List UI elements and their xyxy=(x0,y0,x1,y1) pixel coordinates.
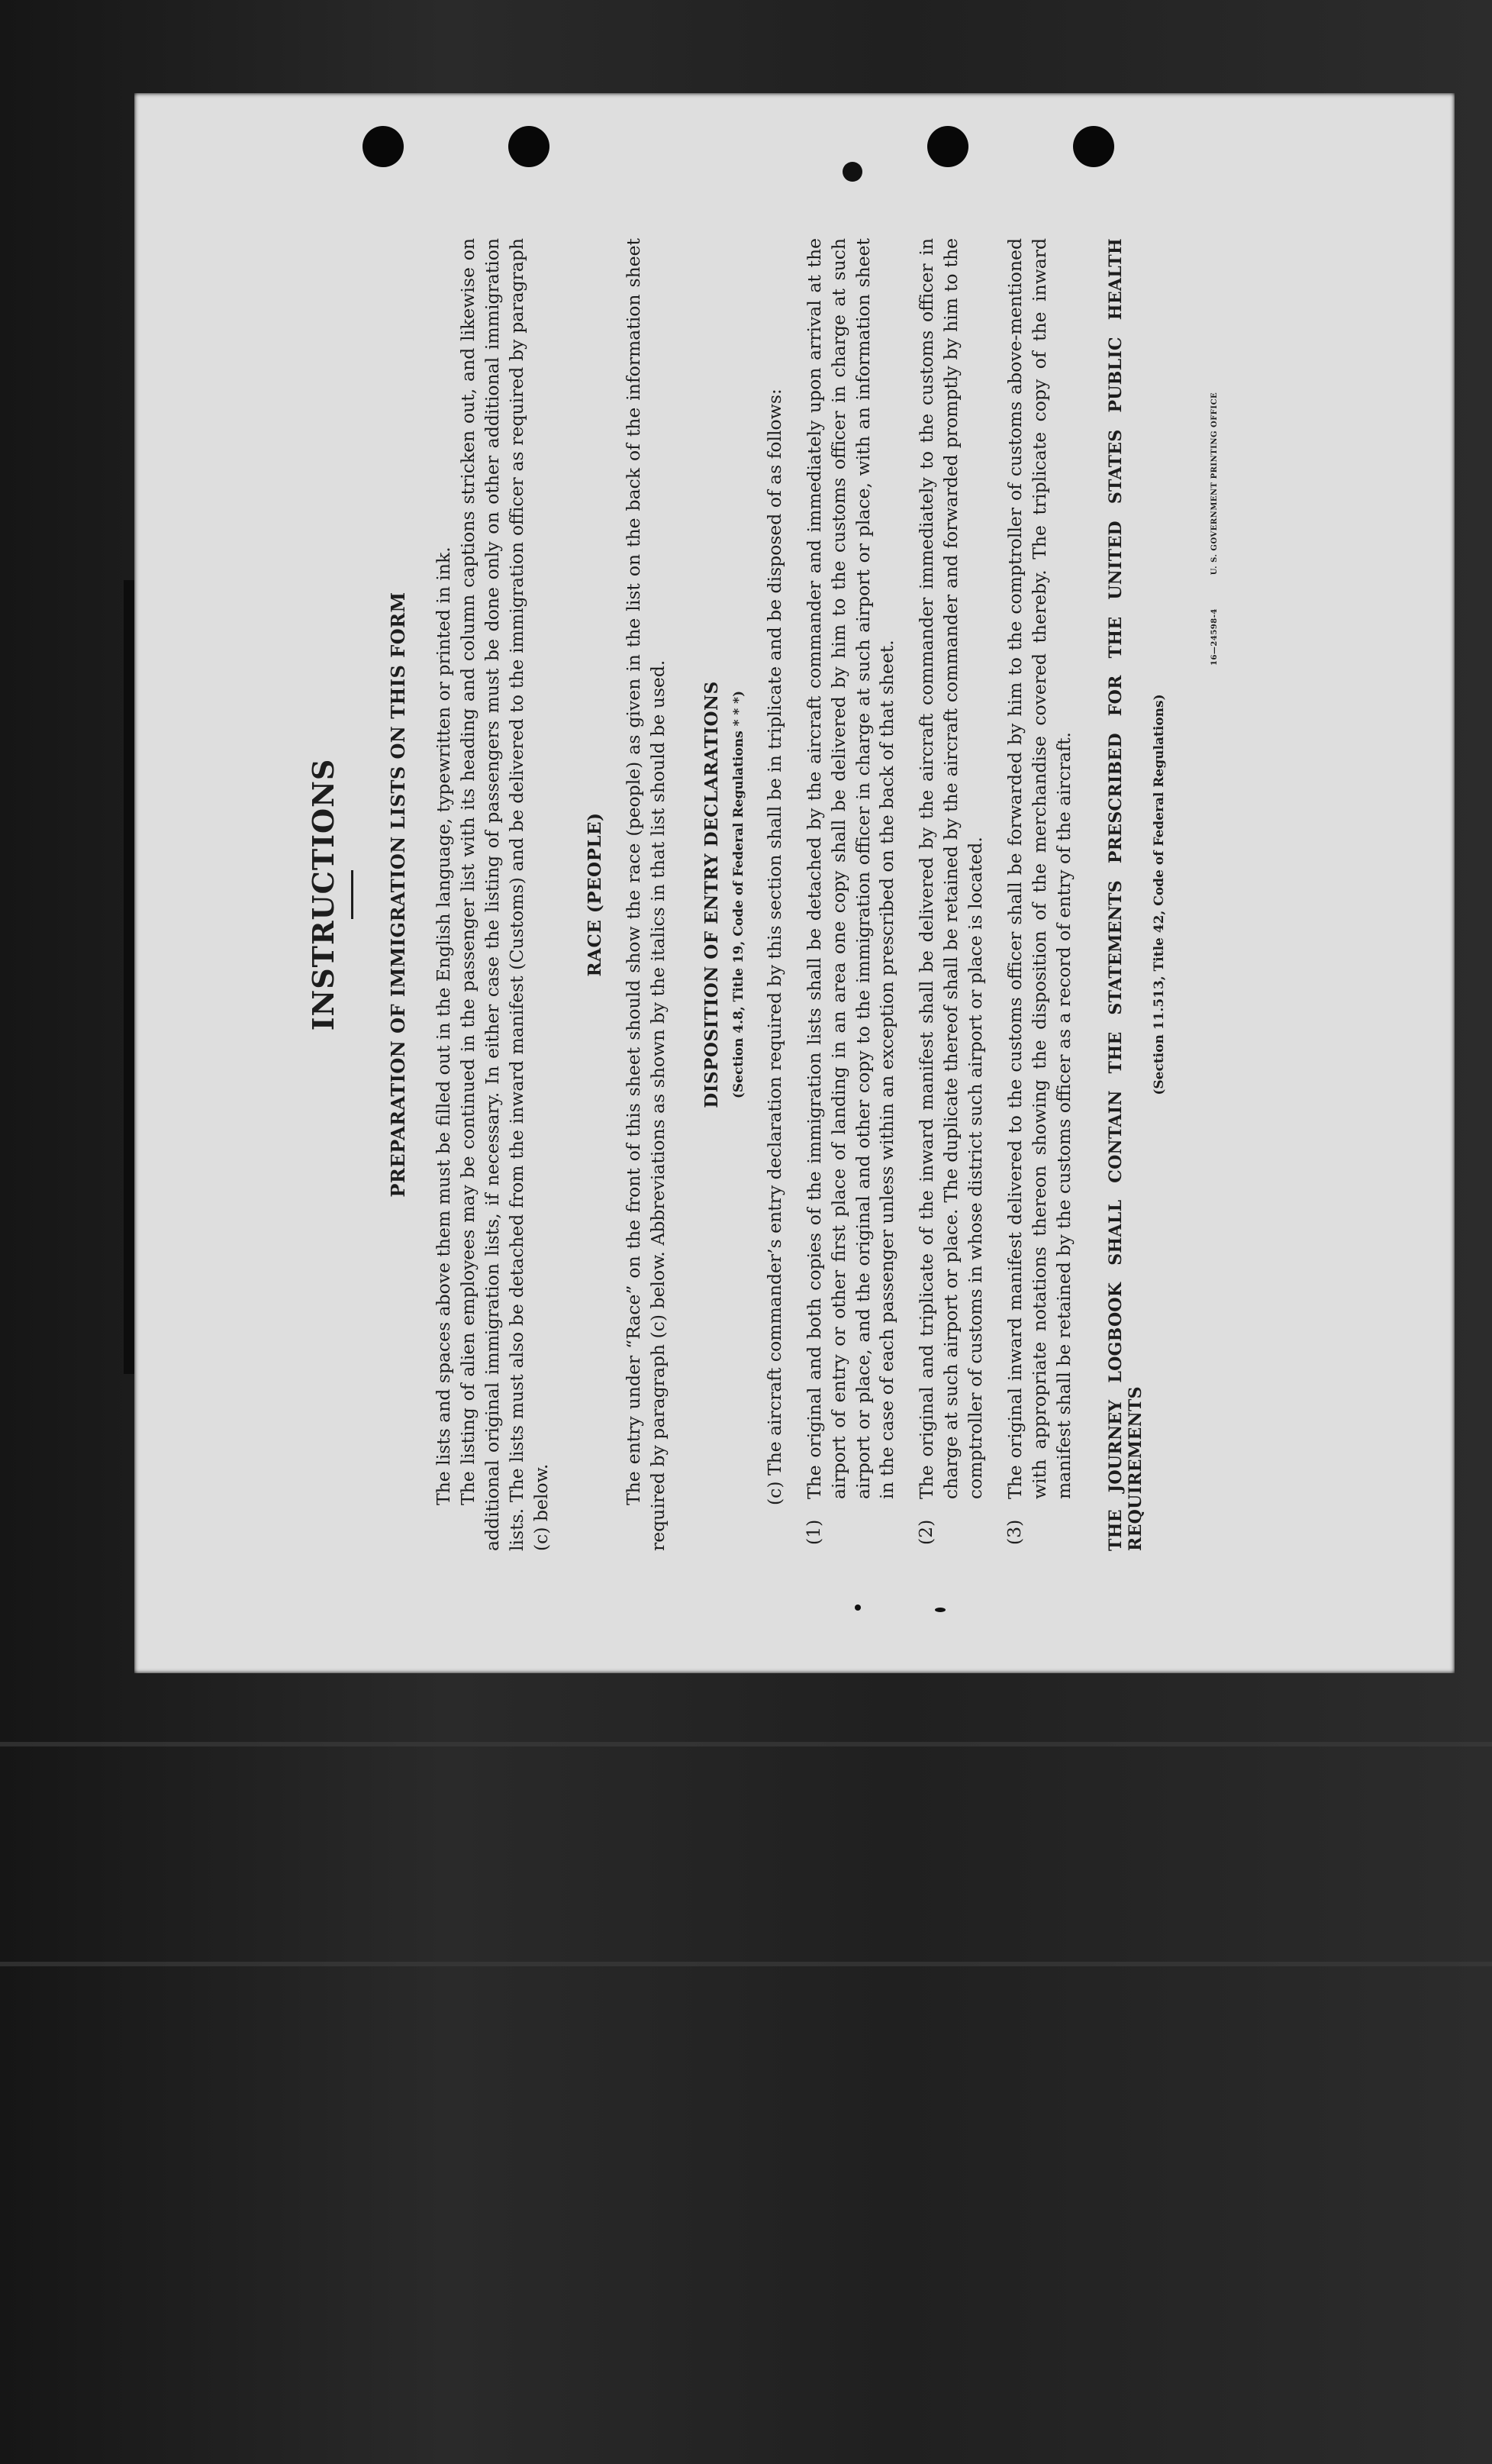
logbook-statement: THE JOURNEY LOGBOOK SHALL CONTAIN THE STATEMENTS PRESCRIBED FOR THE UNITED STATES PUBLIC HEALTH REQUIREMENTS xyxy=(1106,238,1146,1551)
title-underline xyxy=(351,870,353,919)
list-item-number: (3) xyxy=(1004,1519,1026,1545)
list-item xyxy=(915,238,988,1551)
list-item-text: The original and triplicate of the inward manifest shall be delivered by the aircraft commander immediately to the customs officer in charge at such airport or place. The duplicate thereof shall be retained by the aircraft commander and forwarded promptly by him to the comptroller of customs in whose district such airport or place is located. xyxy=(916,238,987,1499)
form-number: 16—24598-4 xyxy=(1210,608,1219,666)
page-title: INSTRUCTIONS xyxy=(306,758,340,1031)
film-scratch-line xyxy=(0,1742,1492,1746)
list-item-text: The original inward manifest delivered to the customs officer shall be forwarded by him to the comptroller of customs above-mentioned with appropriate notations thereon showing the disposition of the merchandise covered thereby. The triplicate copy of the inward manifest shall be retained by the customs officer as a record of entry of the aircraft. xyxy=(1004,238,1075,1499)
list-item-number: (2) xyxy=(915,1519,937,1545)
list-item-text: The original and both copies of the immigration lists shall be detached by the aircraft commander and immediately upon arrival at the airport of entry or other first place of landing in an area one copy shall be delivered by him to the customs officer in charge at such airport or place, and the original and other copy to the immigration officer in charge at such airport or place, with an information sheet in the case of each passenger unless within an exception prescribed on the back of that sheet. xyxy=(803,238,898,1499)
printer-imprint xyxy=(1210,392,1219,666)
paragraph-preparation-2: The listing of alien employees may be continued in the passenger list with its heading and column captions stricken out, and likewise on additional original immigration lists, if necessary. In either case the listing of passengers must be done only on other additional immigration lists. The lists must also be detached from the inward manifest (Customs) and be delivered to the immigration officer as required by paragraph (c) below. xyxy=(456,238,552,1551)
instructions-body xyxy=(306,238,1167,1551)
rotated-page-content xyxy=(134,93,1455,1673)
paragraph-preparation-1: The lists and spaces above them must be filled out in the English language, typewritten or printed in ink. xyxy=(433,547,454,1505)
printer-name: U. S. GOVERNMENT PRINTING OFFICE xyxy=(1210,392,1219,576)
logbook-citation: (Section 11.513, Title 42, Code of Federal Regulations) xyxy=(1152,694,1168,1095)
paragraph-race: The entry under “Race” on the front of this sheet should show the race (people) as given in the list on the back of the information sheet required by paragraph (c) below. Abbreviations as shown by the italics in that list should be used. xyxy=(622,238,669,1551)
list-item-number: (1) xyxy=(802,1519,824,1545)
section-heading-disposition: DISPOSITION OF ENTRY DECLARATIONS xyxy=(701,681,722,1108)
disposition-intro: (c) The aircraft commander’s entry declaration required by this section shall be in triplicate and be disposed of as follows: xyxy=(763,389,785,1505)
section-heading-race: RACE (PEOPLE) xyxy=(584,812,605,977)
list-item xyxy=(1004,238,1077,1551)
disposition-citation: (Section 4.8, Title 19, Code of Federal Regulations * * *) xyxy=(730,690,746,1099)
film-scratch-line xyxy=(0,1962,1492,1966)
list-item xyxy=(803,238,901,1551)
section-heading-preparation: PREPARATION OF IMMIGRATION LISTS ON THIS FORM xyxy=(387,592,409,1198)
